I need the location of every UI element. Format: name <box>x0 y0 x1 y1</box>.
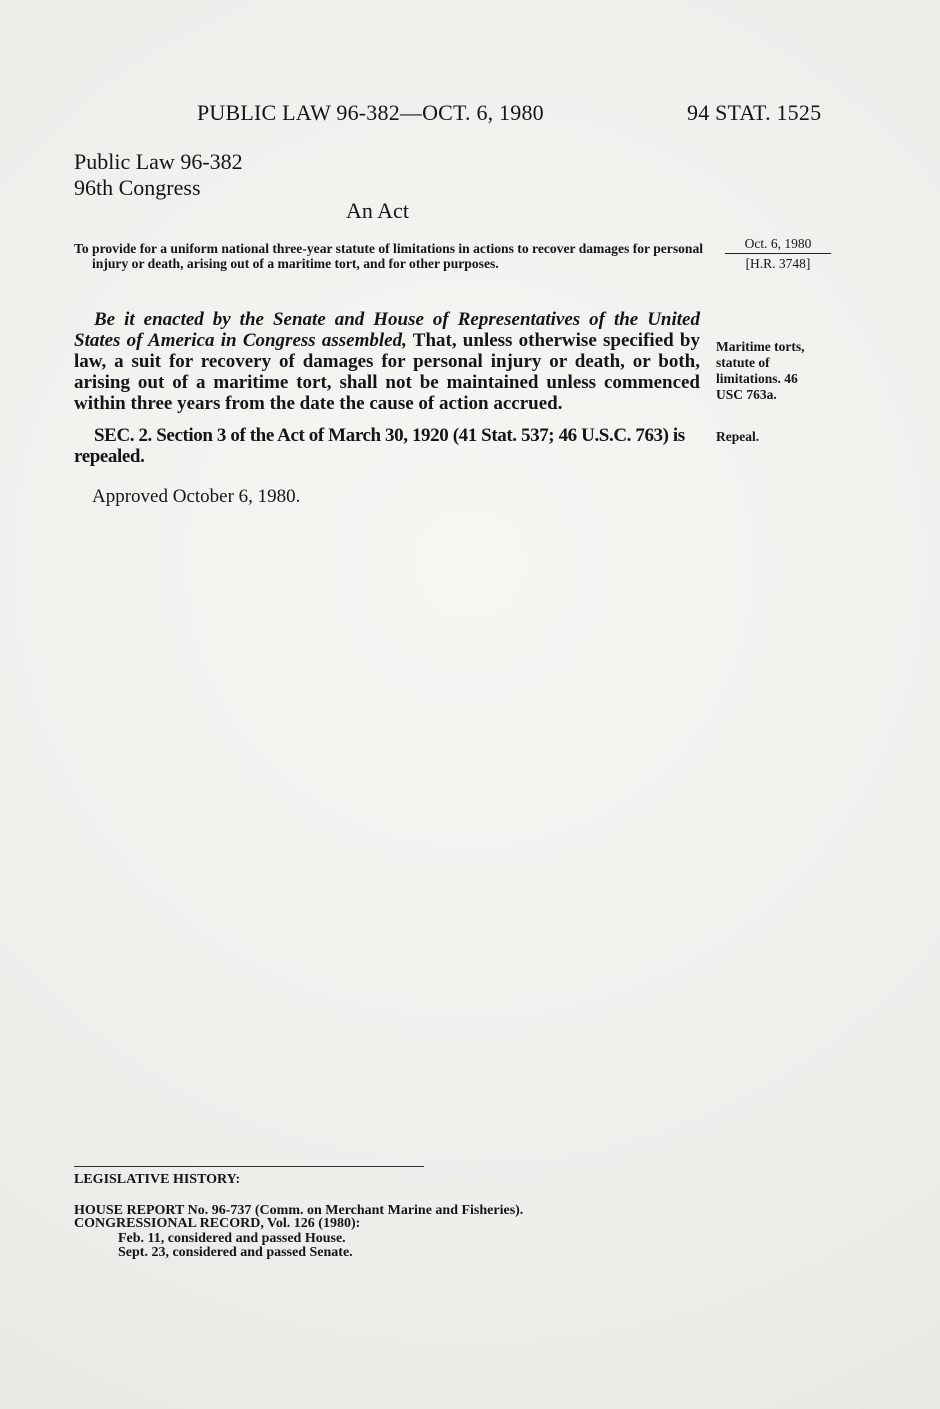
history-item-feb: Feb. 11, considered and passed House. <box>118 1231 346 1246</box>
running-head: PUBLIC LAW 96-382—OCT. 6, 1980 <box>197 100 544 125</box>
legislative-history-heading: LEGISLATIVE HISTORY: <box>74 1172 241 1187</box>
congressional-record: CONGRESSIONAL RECORD, Vol. 126 (1980): <box>74 1216 361 1231</box>
statute-page-number: 94 STAT. 1525 <box>687 100 822 125</box>
enactment-date: Oct. 6, 1980 <box>744 236 812 251</box>
congress-number: 96th Congress <box>74 175 201 200</box>
public-law-number: Public Law 96-382 <box>74 149 243 174</box>
section-1-paragraph <box>74 309 700 414</box>
act-title: An Act <box>346 198 409 223</box>
house-report: HOUSE REPORT No. 96-737 (Comm. on Merchant Marine and Fisheries). <box>74 1203 524 1218</box>
bill-number: [H.R. 3748] <box>745 256 811 271</box>
footnote-divider <box>74 1166 424 1167</box>
act-purpose: To provide for a uniform national three-year statute of limitations in actions to recover damages for personal injury or death, arising out of a maritime tort, and for other purposes. <box>74 241 704 271</box>
sidenote-repeal: Repeal. <box>716 429 760 444</box>
section-2-text: SEC. 2. Section 3 of the Act of March 30, 1920 (41 Stat. 537; 46 U.S.C. 763) is repealed. <box>74 425 685 467</box>
approval-date: Approved October 6, 1980. <box>92 486 301 507</box>
history-item-sept: Sept. 23, considered and passed Senate. <box>118 1245 353 1260</box>
enacting-clause: Be it enacted by the Senate and House of Representatives of the United States of America in Congress assembled, <box>74 309 700 351</box>
margin-date-block <box>723 234 833 273</box>
sidenote-maritime-torts <box>716 339 826 403</box>
sidenote-maritime-text: Maritime torts, statute of limitations. 46 USC 763a. <box>716 339 805 402</box>
section-1-text: That, unless otherwise specified by law, a suit for recovery of damages for personal injury or death, or both, arising out of a maritime tort, shall not be maintained unless commenced within three years from the date the cause of action accrued. <box>74 330 700 414</box>
